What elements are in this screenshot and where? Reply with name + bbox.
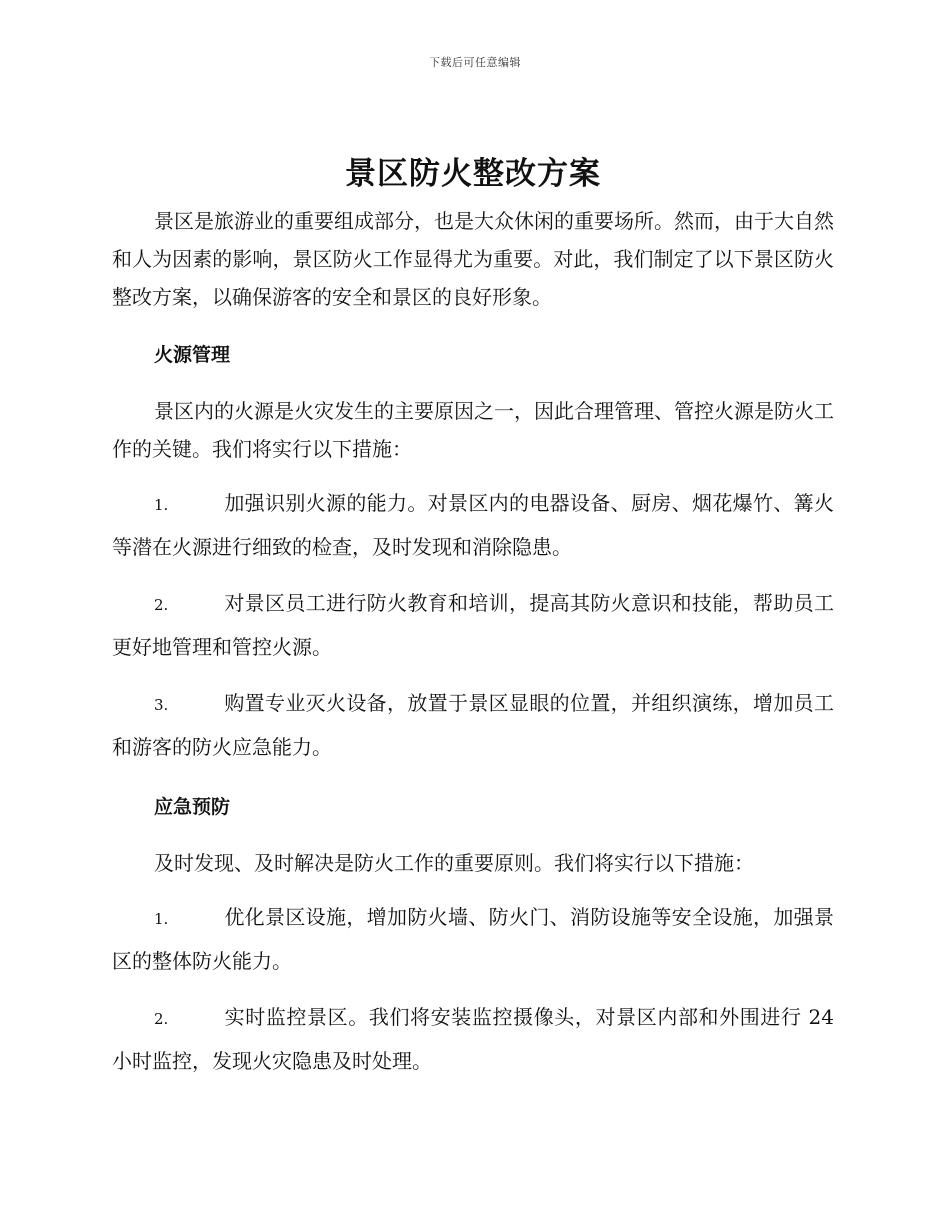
document-title: 景区防火整改方案: [345, 156, 601, 192]
list-item: [112, 582, 834, 668]
list-number: 3.: [154, 696, 169, 714]
section-intro: 景区内的火源是火灾发生的主要原因之一，因此合理管理、管控火源是防火工作的关键。我们将实行以下措施：: [112, 399, 834, 461]
list-item: [112, 896, 834, 982]
list-number: 1.: [154, 910, 169, 928]
intro-paragraph: 景区是旅游业的重要组成部分，也是大众休闲的重要场所。然而，由于大自然和人为因素的影响，景区防火工作显得尤为重要。对此，我们制定了以下景区防火整改方案，以确保游客的安全和景区的良好形象。: [112, 209, 834, 309]
list-number: 2.: [154, 1010, 169, 1028]
section-intro: 及时发现、及时解决是防火工作的重要原则。我们将实行以下措施：: [154, 851, 754, 875]
section-heading: 应急预防: [154, 796, 231, 818]
list-item-text: 实时监控景区。我们将安装监控摄像头，对景区内部和外围进行 24 小时监控，发现火灾隐患及时处理。: [112, 1005, 834, 1073]
section-heading: 火源管理: [154, 344, 231, 366]
page-header-note: 下载后可任意编辑: [429, 56, 521, 69]
list-number: 1.: [154, 496, 169, 514]
list-item-text: 优化景区设施，增加防火墙、防火门、消防设施等安全设施，加强景区的整体防火能力。: [112, 905, 834, 973]
list-item-text: 购置专业灭火设备，放置于景区显眼的位置，并组织演练，增加员工和游客的防火应急能力。: [112, 691, 834, 759]
list-item: [112, 996, 834, 1082]
list-number: 2.: [154, 596, 169, 614]
list-item: [112, 482, 834, 568]
list-item-text: 对景区员工进行防火教育和培训，提高其防火意识和技能，帮助员工更好地管理和管控火源。: [112, 591, 834, 659]
section-emergency-prevention: [112, 788, 834, 1082]
section-fire-source-management: [112, 336, 834, 768]
list-item: [112, 682, 834, 768]
document-body: [112, 148, 834, 1082]
list-item-text: 加强识别火源的能力。对景区内的电器设备、厨房、烟花爆竹、篝火等潜在火源进行细致的检查，及时发现和消除隐患。: [112, 491, 834, 559]
